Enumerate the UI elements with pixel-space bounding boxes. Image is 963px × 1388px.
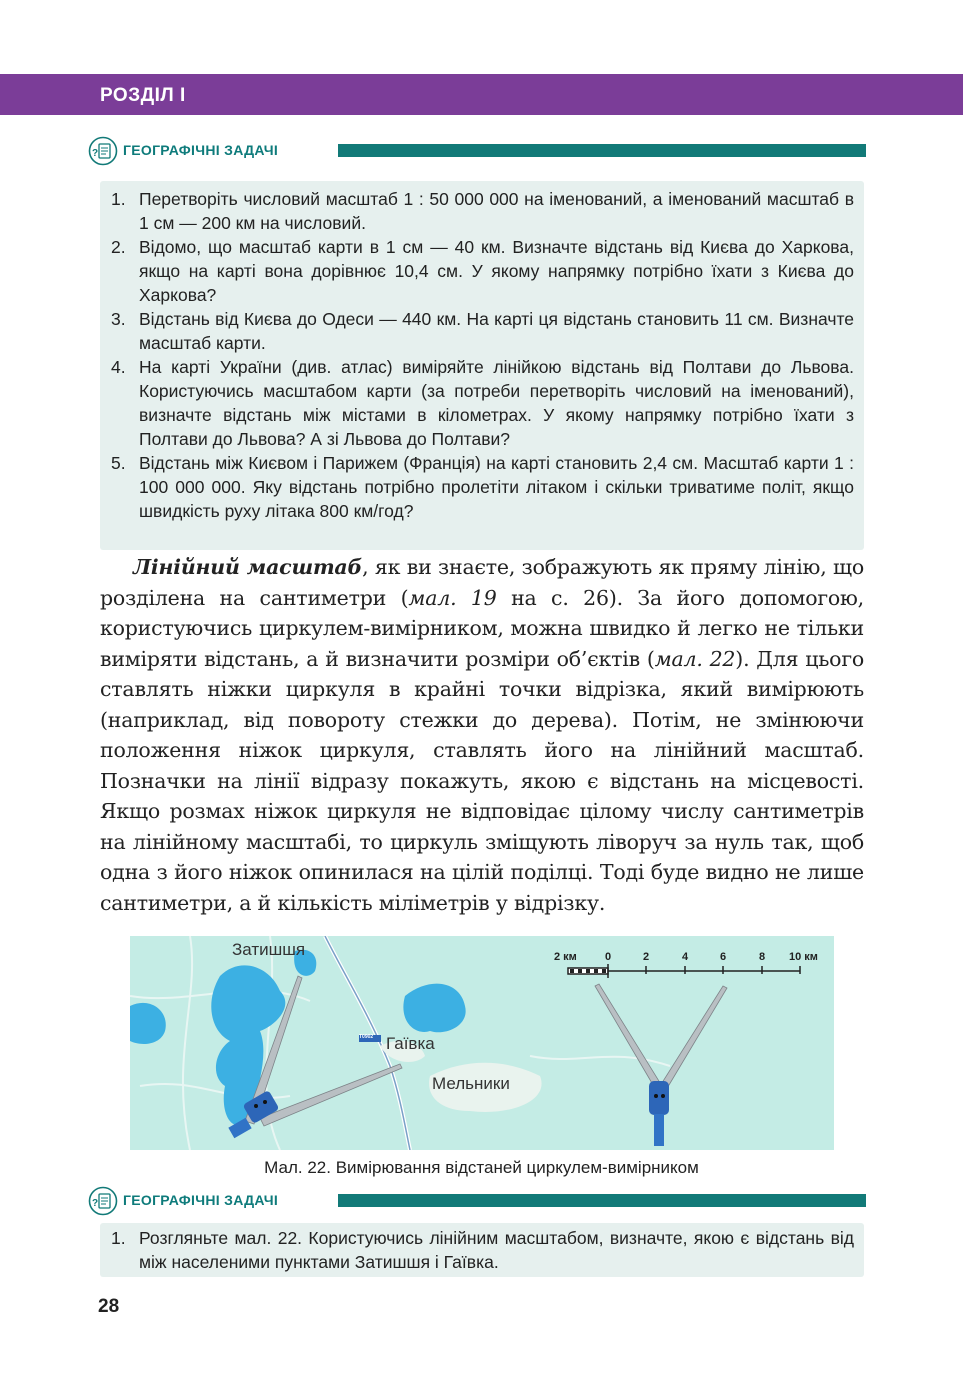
lake-small bbox=[130, 1003, 166, 1044]
tasks-heading-2 bbox=[88, 1186, 868, 1216]
figure-ref: мал. 22 bbox=[654, 646, 736, 671]
scale-label: 6 bbox=[720, 951, 727, 963]
svg-text:?: ? bbox=[92, 148, 99, 159]
scale-label: 10 км bbox=[789, 951, 818, 963]
task-list-1 bbox=[100, 181, 864, 550]
linear-scale bbox=[568, 964, 800, 978]
tasks-heading-label: ГЕОГРАФІЧНІ ЗАДАЧІ bbox=[123, 1192, 279, 1208]
place-label: Затишшя bbox=[232, 940, 306, 959]
scale-label: 0 bbox=[605, 951, 612, 963]
svg-text:?: ? bbox=[92, 1198, 99, 1209]
geo-task-icon bbox=[88, 136, 118, 166]
task-item: 3. Відстань від Києва до Одеси — 440 км. На карті ця відстань становить 11 см. Визначте масштаб карти. bbox=[111, 309, 854, 353]
geo-task-icon bbox=[88, 1186, 118, 1216]
task-list-2 bbox=[100, 1223, 864, 1277]
map-illustration bbox=[130, 936, 834, 1150]
task-item: 1. Перетворіть числовий масштаб 1 : 50 000 000 на іменований, а іменований масштаб в 1 см — 200 км на числовий. bbox=[111, 189, 854, 233]
place-label: Гаївка bbox=[386, 1034, 435, 1053]
scale-label: 8 bbox=[759, 951, 766, 963]
page-number: 28 bbox=[98, 1296, 120, 1317]
task-item: 4. На карті України (див. атлас) виміряйте лінійкою відстань від Полтави до Львова. Користуючись масштабом карти (за потреби перетворіть числовий на іменований), визначте відстань між містами в кілометрах. У якому напрямку потрібно їхати з Полтави до Львова? А зі Львова до Полтави? bbox=[111, 357, 854, 449]
scale-label: 2 км bbox=[554, 951, 577, 963]
heading-rule bbox=[338, 1194, 866, 1207]
figure-map-compass bbox=[130, 936, 834, 1150]
lake-right bbox=[403, 984, 465, 1033]
road-sign: Т0902 bbox=[359, 1034, 374, 1040]
main-paragraph: Лінійний масштаб, як ви знаєте, зображують як пряму лінію, що розділена на сантиметри (мал. 19 на с. 26). За його допомогою, користуючись циркулем-вимірником, можна швидко й легко не тільки виміряти відстань, а й визначити розміри об’єктів (мал. 22). Для цього ставлять ніжки циркуля в крайні точки відрізка, який вимірюють (наприклад, від повороту стежки до дерева). Потім, не змінюючи положення ніжок циркуля, ставлять його на лінійний масштаб. Позначки на лінії відразу покажуть, якою є відстань на місцевості. Якщо розмах ніжок циркуля не відповідає цілому числу сантиметрів на лінійному масштабі, то циркуль зміщують ліворуч за нуль так, щоб одна з його ніжок опинилася на цілій поділці. Тоді буде видно не лише сантиметри, а й кількість міліметрів у відрізку. bbox=[100, 555, 865, 915]
scale-label: 4 bbox=[682, 951, 689, 963]
place-label: Мельники bbox=[432, 1074, 510, 1093]
compass-right bbox=[595, 984, 727, 1146]
figure-caption: Мал. 22. Вимірювання відстаней циркулем-вимірником bbox=[264, 1158, 699, 1177]
tasks-heading-1 bbox=[88, 136, 868, 166]
scale-label: 2 bbox=[643, 951, 650, 963]
figure-ref: мал. 19 bbox=[408, 585, 497, 610]
heading-rule bbox=[338, 144, 866, 157]
section-title: РОЗДІЛ I bbox=[100, 85, 186, 106]
task-item: 1. Розгляньте мал. 22. Користуючись лінійним масштабом, визначте, якою є відстань від між населеними пунктами Затишшя і Гаївка. bbox=[111, 1228, 854, 1272]
task-item: 2. Відомо, що масштаб карти в 1 см — 40 км. Визначте відстань від Києва до Харкова, якщо на карті вона дорівнює 10,4 см. У якому напрямку потрібно їхати з Києва до Харкова? bbox=[111, 237, 854, 305]
tasks-heading-label: ГЕОГРАФІЧНІ ЗАДАЧІ bbox=[123, 142, 279, 158]
term-linear-scale: Лінійний масштаб bbox=[133, 555, 363, 579]
task-item: 5. Відстань між Києвом і Парижем (Франція) на карті становить 2,4 см. Масштаб карти 1 : 100 000 000. Яку відстань потрібно пролетіти літаком і скільки триватиме політ, якщо швидкість руху літака 800 км/год? bbox=[111, 453, 854, 521]
section-header-bar bbox=[0, 74, 963, 115]
